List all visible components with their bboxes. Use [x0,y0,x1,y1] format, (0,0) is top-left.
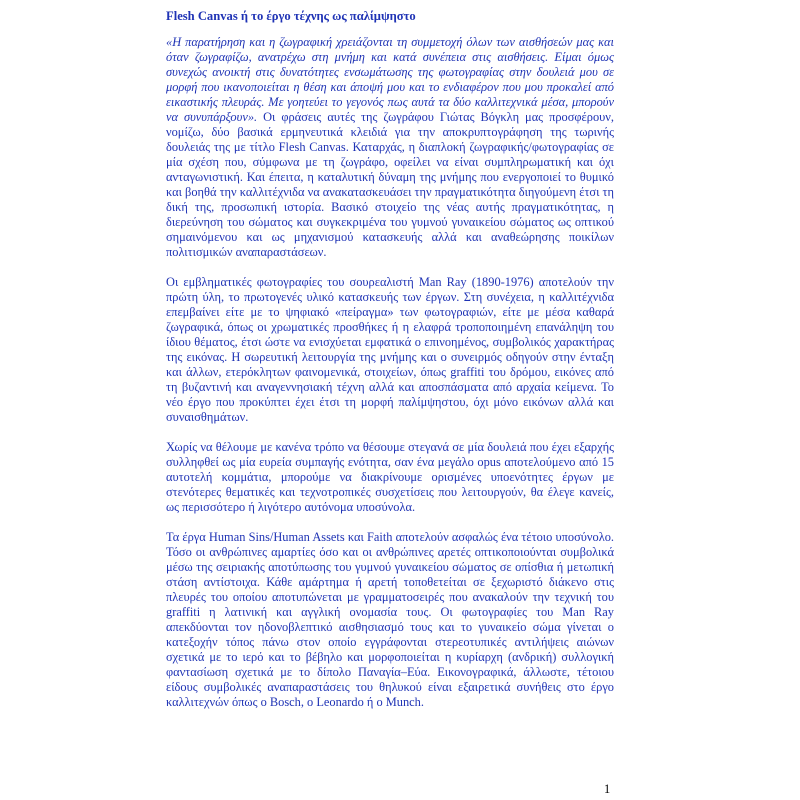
paragraph-subsets: Χωρίς να θέλουμε με κανένα τρόπο να θέσουμε στεγανά σε μία δουλειά που έχει εξαρχής συλληφθεί ως μία ευρεία συμπαγής ενότητα, σαν ένα μεγάλο opus αποτελούμενο από 15 αυτοτελή κομμάτια, μπορούμε να διακρίνουμε ορισμένες υποενότητες έργων με στενότερες θεματικές και τεχνοτροπικές συσχετίσεις που λειτουργούν, θα έλεγε κανείς, ως περισσότερο ή λιγότερο αυτόνομα υποσύνολα. [166,440,614,514]
intro-rest: Οι φράσεις αυτές της ζωγράφου Γιώτας Βόγκλη μας προσφέρουν, νομίζω, δύο βασικά ερμηνευτικά κλειδιά για την αποκρυπτογράφηση της τωρινής δουλειάς της με τίτλο Flesh Canvas. Καταρχάς, η διαπλοκή ζωγραφικής/φωτογραφίας σε μία σχέση που, σύμφωνα με τη ζωγράφο, οφείλει να είναι συμπληρωματική και όχι ανταγωνιστική. Και έπειτα, η καταλυτική δύναμη της μνήμης που ενεργοποιεί το θυμικό και βοηθά την καλλιτέχνιδα να ανακατασκευάσει την πραγματικότητα διηγούμενη έτσι τη δική της, προσωπική ιστορία. Βασικό στοιχείο της νέας αυτής πραγματικότητας, η διερεύνηση του σώματος και συγκεκριμένα του γυμνού γυναικείου σώματος ως οπτικού σημαινόμενου και ως μηχανισμού κατασκευής αλλά και αναθεώρησης ποικίλων πολιτισμικών αναπαραστάσεων. [166,110,614,259]
paragraph-man-ray: Οι εμβληματικές φωτογραφίες του σουρεαλιστή Man Ray (1890-1976) αποτελούν την πρώτη ύλη, το πρωτογενές υλικό κατασκευής των έργων. Στη συνέχεια, η καλλιτέχνιδα επεμβαίνει είτε με το ψηφιακό «πείραγμα» των φωτογραφιών, είτε με μέσα καθαρά ζωγραφικά, όπως οι χρωματικές προσθήκες ή η ελαφρά τροποποιημένη επανάληψη του ίδιου θέματος, έτσι ώστε να ενισχύεται εμφατικά ο επινοημένος, συμβολικός χαρακτήρας της εικόνας. Η σωρευτική λειτουργία της μνήμης και ο συνειρμός οδηγούν στην ένταξη και άλλων, ετερόκλητων φαινομενικά, στοιχείων, όπως graffiti του δρόμου, εικόνες από τη βυζαντινή και αναγεννησιακή τέχνη αλλά και αποσπάσματα από αρχαία κείμενα. Το νέο έργο που προκύπτει έχει έτσι τη μορφή παλίμψηστου, όχι μόνο εικόνων αλλά και συναισθημάτων. [166,275,614,424]
page-number: 1 [604,782,611,796]
document-title: Flesh Canvas ή το έργο τέχνης ως παλίμψηστο [166,9,416,23]
document-body [166,8,614,725]
intro-quote: «Η παρατήρηση και η ζωγραφική χρειάζονται τη συμμετοχή όλων των αισθήσεών μας και όταν ζωγραφίζω, ανατρέχω στη μνήμη και κατά συνέπεια στις αισθήσεις. Είμαι όμως συνεχώς ανοικτή στις δυνατότητες ενσωμάτωσης της φωτογραφίας στην δουλειά μου σε μορφή που ικανοποιείται η θέση και άποψή μου και το ενδιαφέρον που μου προκαλεί από εικαστικής πλευράς. Με γοητεύει το γεγονός πως αυτά τα δύο καλλιτεχνικά μέσα, μπορούν να συνυπάρξουν». [166,35,614,124]
intro-paragraph [166,35,614,260]
paragraph-human-sins: Τα έργα Human Sins/Human Assets και Faith αποτελούν ασφαλώς ένα τέτοιο υποσύνολο. Τόσο οι ανθρώπινες αμαρτίες όσο και οι ανθρώπινες αρετές οπτικοποιούνται συμβολικά μέσω της σειριακής αποτύπωσης του γυμνού γυναικείου σώματος σε οπίσθια ή μετωπική στάση αντίστοιχα. Κάθε αμάρτημα ή αρετή τοποθετείται σε ξεχωριστό διάκενο στις πλευρές του οποίου αποτυπώνεται με γραμματοσειρές που ανακαλούν την τεχνική του graffiti η λατινική και αγγλική ονομασία τους. Οι φωτογραφίες του Man Ray απεκδύονται τον ηδονοβλεπτικό αισθησιασμό τους και το γυναικείο σώμα γίνεται ο κατεξοχήν τόπος πάνω στον οποίο εγγράφονται στερεοτυπικές αντιλήψεις αιώνων σχετικά με το ιερό και το βέβηλο και μορφοποιείται η κυρίαρχη (ανδρική) συλλογική φαντασίωση σχετικά με το δίπολο Παναγία–Εύα. Εικονογραφικά, άλλωστε, τέτοιου είδους συμβολικές αναπαραστάσεις του θηλυκού είναι εξαιρετικά συνήθεις στο έργο καλλιτεχνών όπως ο Bosch, ο Leonardo ή ο Munch. [166,530,614,709]
